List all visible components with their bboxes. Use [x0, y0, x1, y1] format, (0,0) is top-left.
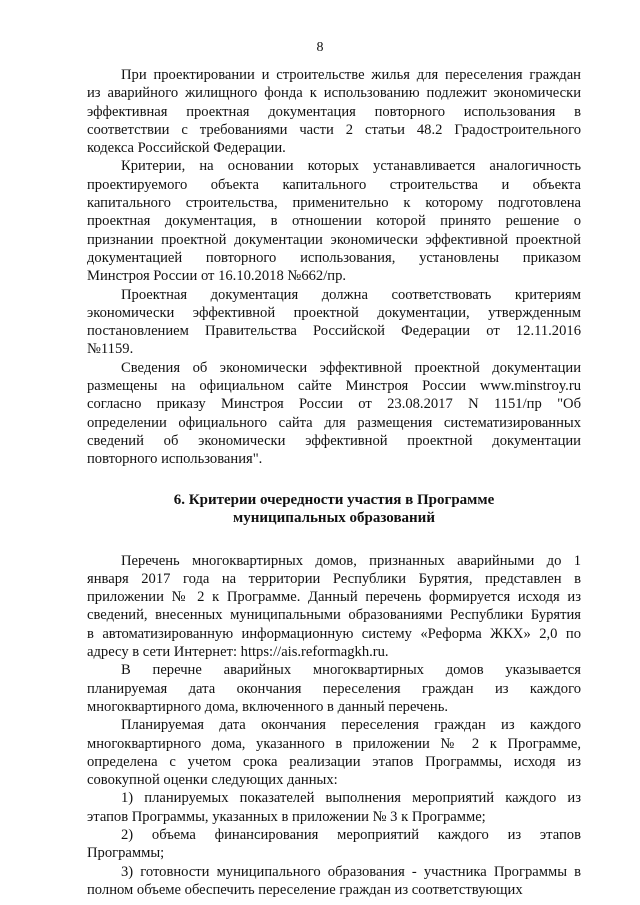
paragraph-line: определении официального сайта для размещения систематизированных [87, 414, 581, 431]
paragraph-line: сведений об экономически эффективной проектной документации [87, 432, 581, 449]
body-paragraph [87, 66, 581, 157]
body-paragraph [87, 863, 581, 900]
paragraph-line: 2) объема финансирования мероприятий каждого из этапов [121, 826, 581, 843]
paragraph-line: Минстроя России от 16.10.2018 №662/пр. [87, 268, 347, 285]
page-number: 8 [316, 40, 324, 55]
section-heading [87, 491, 581, 528]
paragraph-line: Сведения об экономически эффективной проектной документации [121, 359, 581, 376]
body-paragraph [87, 661, 581, 716]
body-paragraph [87, 359, 581, 469]
text-block-after [87, 552, 581, 900]
paragraph-line: полном объеме обеспечить переселение граждан из соответствующих [87, 881, 523, 898]
section-heading-line-2: муниципальных образований [233, 510, 435, 527]
body-paragraph [87, 157, 581, 285]
paragraph-line: этапов Программы, указанных в приложении № 3 к Программе; [87, 808, 486, 825]
paragraph-line: Критерии, на основании которых устанавливается аналогичность [121, 158, 581, 175]
page-content [87, 66, 581, 899]
paragraph-line: Программы; [87, 845, 165, 862]
paragraph-line: признании проектной документации экономически эффективной проектной [87, 231, 581, 248]
paragraph-line: согласно приказу Минстроя России от 23.08.2017 N 1151/пр "Об [87, 396, 581, 413]
paragraph-line: проектируемого объекта капитального строительства и объекта [87, 176, 581, 193]
paragraph-line: приложении № 2 к Программе. Данный перечень формируется исходя из [87, 589, 581, 606]
paragraph-line: документацией повторного использования, установлены приказом [87, 249, 581, 266]
paragraph-line: совокупной оценки следующих данных: [87, 772, 338, 789]
paragraph-line: В перечне аварийных многоквартирных домов указывается [121, 662, 581, 679]
body-paragraph [87, 826, 581, 863]
paragraph-line: №1159. [87, 341, 134, 358]
paragraph-line: 3) готовности муниципального образования - участника Программы в [121, 863, 581, 880]
paragraph-line: определена с учетом срока реализации этапов Программы, исходя из [87, 753, 581, 770]
paragraph-line: При проектировании и строительстве жилья для переселения граждан [121, 67, 581, 83]
paragraph-line: в автоматизированную информационную систему «Реформа ЖКХ» 2,0 по [87, 625, 581, 642]
paragraph-line: капитального строительства, применительно к которому подготовлена [87, 195, 581, 212]
paragraph-line: размещены на официальном сайте Минстроя России www.minstroy.ru [87, 378, 581, 395]
paragraph-line: адресу в сети Интернет: https://ais.reformagkh.ru. [87, 644, 389, 661]
paragraph-line: планируемая дата окончания переселения граждан из каждого [87, 680, 581, 697]
body-paragraph [87, 552, 581, 662]
paragraph-line: экономически эффективной проектной документации, утвержденным [87, 304, 581, 321]
body-paragraph [87, 789, 581, 826]
paragraph-line: сведений, внесенных муниципальными образованиями Республики Бурятия [87, 607, 581, 624]
paragraph-line: повторного использования". [87, 451, 263, 468]
paragraph-line: постановлением Правительства Российской Федерации от 12.11.2016 [87, 323, 581, 340]
paragraph-line: Планируемая дата окончания переселения граждан из каждого [121, 717, 581, 734]
body-paragraph [87, 716, 581, 789]
paragraph-line: соответствии с требованиями части 2 статьи 48.2 Градостроительного [87, 121, 581, 138]
paragraph-line: проектная документация, в отношении которой принято решение о [87, 213, 581, 230]
text-block-before [87, 66, 581, 469]
paragraph-line: кодекса Российской Федерации. [87, 140, 286, 157]
paragraph-line: Проектная документация должна соответствовать критериям [121, 286, 581, 303]
paragraph-line: января 2017 года на территории Республики Бурятия, представлен в [87, 570, 581, 587]
paragraph-line: эффективная проектная документация повторного использования в [87, 103, 581, 120]
paragraph-line: 1) планируемых показателей выполнения мероприятий каждого из [121, 790, 581, 807]
paragraph-line: многоквартирного дома, указанного в приложении № 2 к Программе, [87, 735, 581, 752]
paragraph-line: Перечень многоквартирных домов, признанных аварийными до 1 [121, 552, 581, 569]
paragraph-line: многоквартирного дома, включенного в данный перечень. [87, 698, 449, 715]
body-paragraph [87, 286, 581, 359]
paragraph-line: из аварийного жилищного фонда к использованию подлежит экономически [87, 85, 581, 102]
section-heading-line-1: 6. Критерии очередности участия в Программе [173, 491, 495, 508]
